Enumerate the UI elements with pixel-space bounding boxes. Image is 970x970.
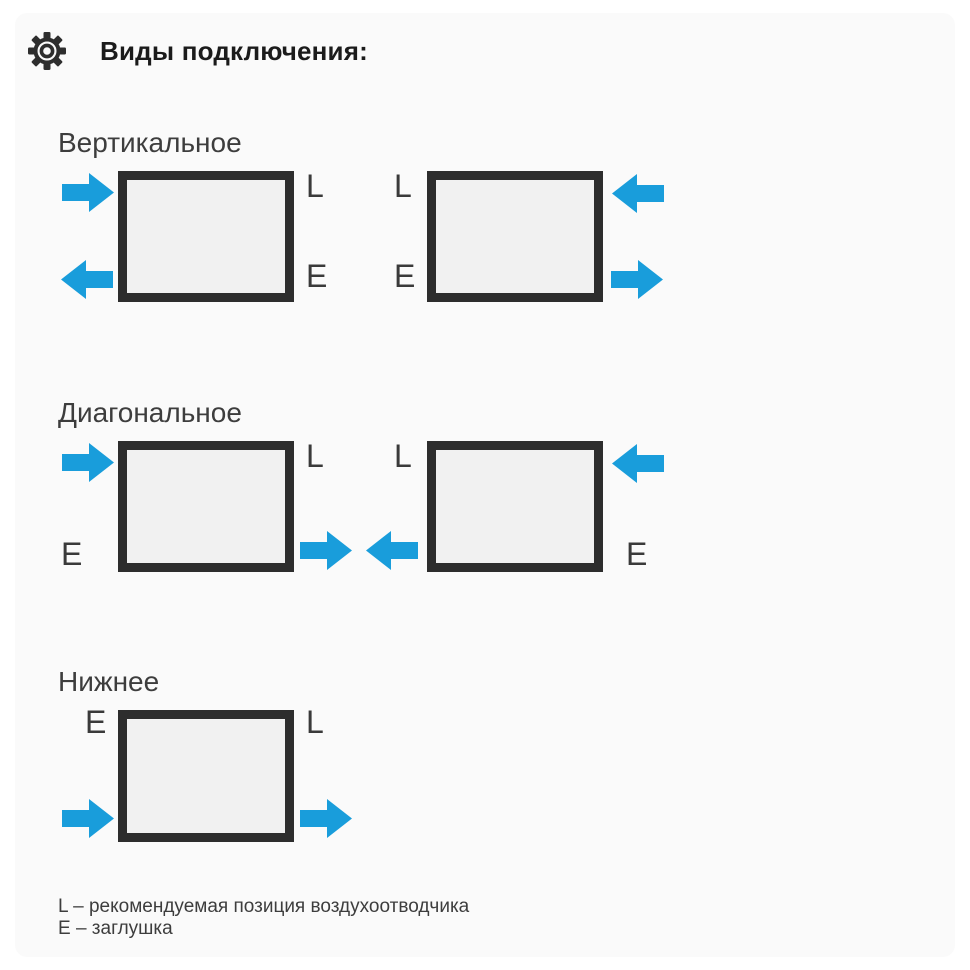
radiator-rect	[427, 441, 603, 572]
plug-label: E	[626, 536, 648, 572]
radiator-rect	[118, 171, 294, 302]
legend-line-plug: E – заглушка	[58, 918, 173, 939]
flow-arrow-in-icon	[62, 798, 115, 839]
section-title-diagonal: Диагональное	[58, 397, 242, 428]
radiator-rect	[427, 171, 603, 302]
air-vent-label: L	[394, 438, 412, 474]
plug-label: E	[394, 258, 416, 294]
gear-icon	[27, 31, 67, 71]
flow-arrow-out-icon	[365, 530, 418, 571]
radiator-rect	[118, 710, 294, 842]
plug-label: E	[85, 704, 107, 740]
plug-label: E	[306, 258, 328, 294]
flow-arrow-out-icon	[300, 798, 353, 839]
section-title-bottom: Нижнее	[58, 666, 160, 697]
plug-label: E	[61, 536, 83, 572]
flow-arrow-out-icon	[60, 259, 113, 300]
flow-arrow-in-icon	[611, 443, 664, 484]
flow-arrow-out-icon	[611, 259, 664, 300]
radiator-rect	[118, 441, 294, 572]
air-vent-label: L	[306, 704, 324, 740]
section-title-vertical: Вертикальное	[58, 127, 242, 158]
flow-arrow-in-icon	[62, 442, 115, 483]
air-vent-label: L	[394, 168, 412, 204]
page-title: Виды подключения:	[100, 36, 368, 66]
legend-line-air-vent: L – рекомендуемая позиция воздухоотводчика	[58, 896, 470, 917]
flow-arrow-out-icon	[300, 530, 353, 571]
legend	[58, 896, 469, 940]
air-vent-label: L	[306, 438, 324, 474]
flow-arrow-in-icon	[62, 172, 115, 213]
flow-arrow-in-icon	[611, 173, 664, 214]
air-vent-label: L	[306, 168, 324, 204]
